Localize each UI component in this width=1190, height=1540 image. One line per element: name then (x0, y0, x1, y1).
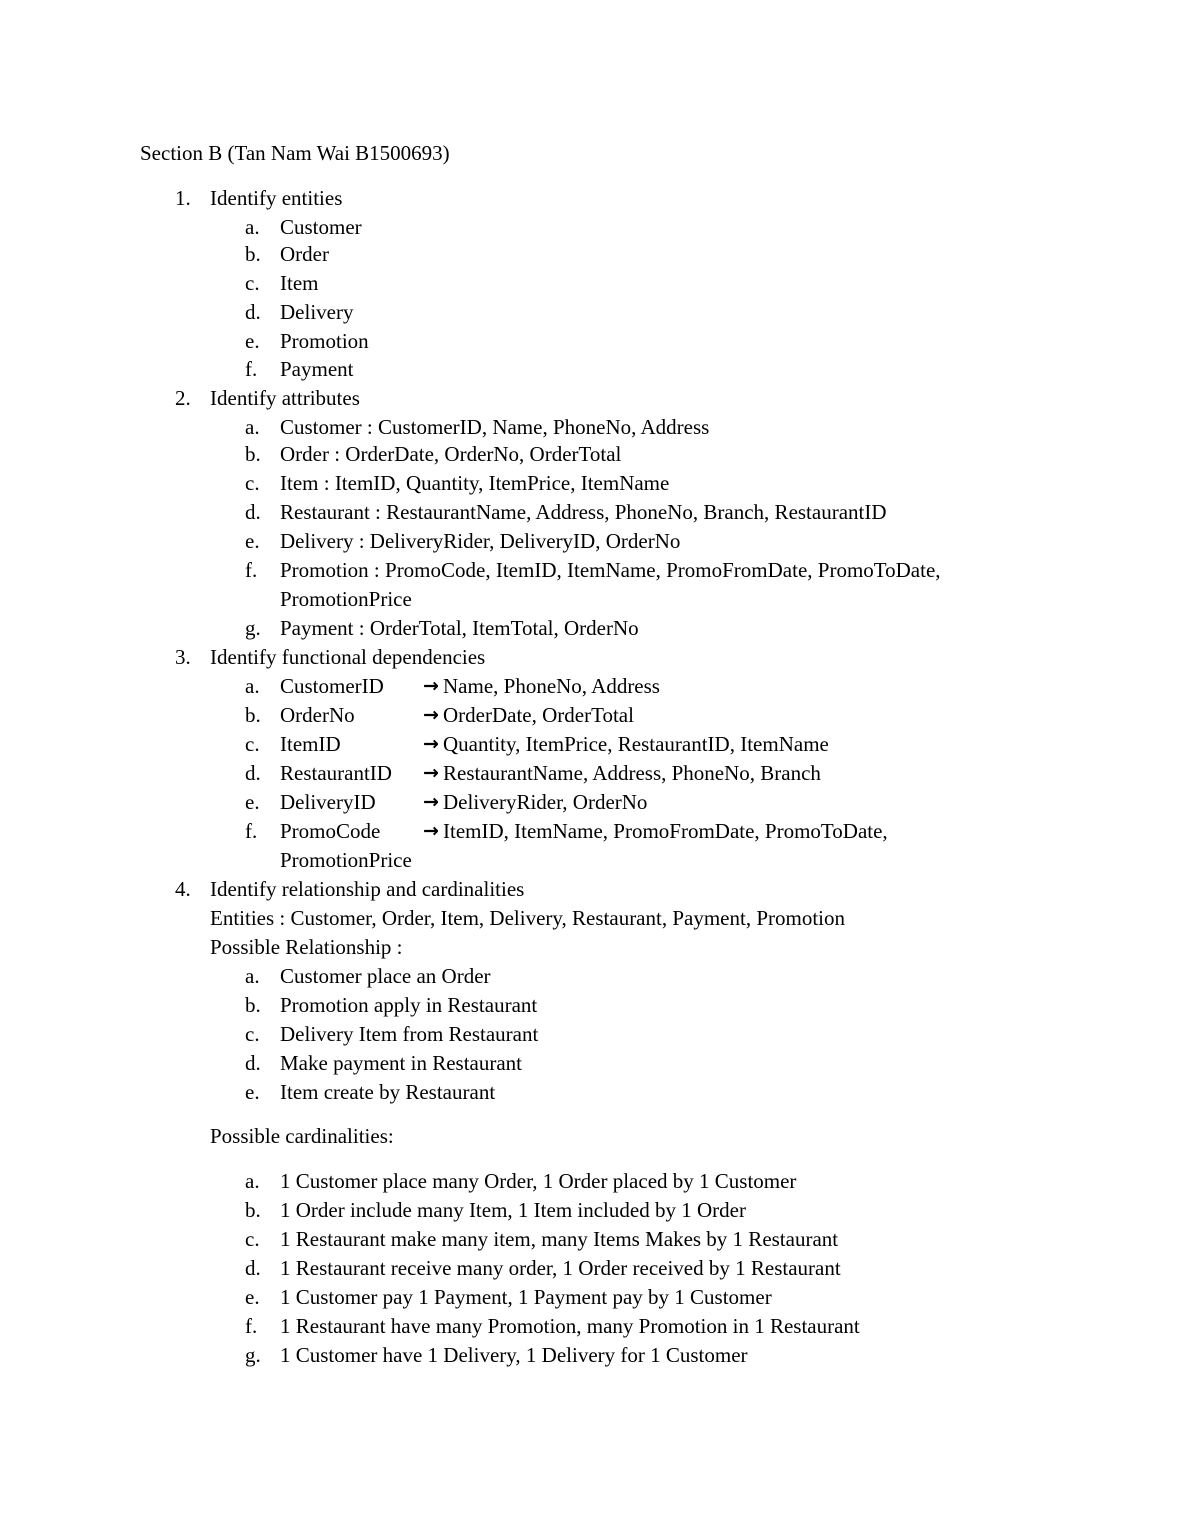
right-arrow-icon: → (423, 675, 439, 697)
dependency-key: DeliveryID (280, 790, 376, 814)
list-item-label: b. (245, 242, 261, 266)
list-title: Identify relationship and cardinalities (210, 877, 525, 901)
list-item-text: 1 Order include many Item, 1 Item included by 1 Order (280, 1198, 746, 1222)
list-item-text: Customer (280, 215, 362, 239)
list-item-text: Payment : OrderTotal, ItemTotal, OrderNo (280, 616, 639, 640)
list-item-text: Item : ItemID, Quantity, ItemPrice, ItemName (280, 471, 670, 495)
list-item-label: e. (245, 1285, 260, 1309)
dependency-key: RestaurantID (280, 761, 392, 785)
list-title: Identify attributes (210, 386, 360, 410)
list-item-label: b. (245, 703, 261, 727)
list-item-text: 1 Customer place many Order, 1 Order placed by 1 Customer (280, 1169, 797, 1193)
list-number: 3. (175, 645, 191, 669)
list-item-label: a. (245, 215, 260, 239)
list-number: 1. (175, 186, 191, 210)
list-item-label: c. (245, 471, 260, 495)
dependency-values: DeliveryRider, OrderNo (443, 790, 648, 814)
dependency-values: Name, PhoneNo, Address (443, 674, 660, 698)
entities-line: Entities : Customer, Order, Item, Delivery, Restaurant, Payment, Promotion (210, 906, 846, 930)
list-number: 4. (175, 877, 191, 901)
list-item-text: 1 Restaurant receive many order, 1 Order received by 1 Restaurant (280, 1256, 841, 1280)
list-item-text: Delivery : DeliveryRider, DeliveryID, OrderNo (280, 529, 681, 553)
list-item-text: Promotion apply in Restaurant (280, 993, 538, 1017)
list-item-label: a. (245, 674, 260, 698)
dependency-key: PromoCode (280, 819, 381, 843)
list-item-label: a. (245, 1169, 260, 1193)
list-item-label: c. (245, 732, 260, 756)
list-item-label: f. (245, 1314, 258, 1338)
right-arrow-icon: → (423, 733, 439, 755)
list-item-label: g. (245, 616, 261, 640)
list-item-text: Item (280, 271, 319, 295)
list-item-text: Item create by Restaurant (280, 1080, 496, 1104)
right-arrow-icon: → (423, 704, 439, 726)
list-item-label: b. (245, 442, 261, 466)
dependency-key: ItemID (280, 732, 341, 756)
right-arrow-icon: → (423, 820, 439, 842)
list-item-label: d. (245, 500, 261, 524)
list-item-text: Delivery (280, 300, 354, 324)
list-item-label: d. (245, 1256, 261, 1280)
list-item-text: Delivery Item from Restaurant (280, 1022, 539, 1046)
dependency-values: ItemID, ItemName, PromoFromDate, PromoToDate, (443, 819, 888, 843)
list-item-label: f. (245, 819, 258, 843)
relationship-heading: Possible Relationship : (210, 935, 403, 959)
list-item-label: e. (245, 790, 260, 814)
list-item-label: d. (245, 300, 261, 324)
list-item-label: c. (245, 1022, 260, 1046)
list-item-label: b. (245, 1198, 261, 1222)
list-item-label: e. (245, 529, 260, 553)
cardinality-heading: Possible cardinalities: (210, 1124, 394, 1148)
list-item-text: 1 Customer pay 1 Payment, 1 Payment pay by 1 Customer (280, 1285, 772, 1309)
list-item-text: Payment (280, 357, 354, 381)
list-item-label: e. (245, 1080, 260, 1104)
list-item-label: g. (245, 1343, 261, 1367)
list-item-text: 1 Restaurant have many Promotion, many Promotion in 1 Restaurant (280, 1314, 860, 1338)
list-item-text: Make payment in Restaurant (280, 1051, 523, 1075)
list-item-label: f. (245, 357, 258, 381)
list-item-text: Promotion (280, 329, 369, 353)
dependency-key: OrderNo (280, 703, 355, 727)
right-arrow-icon: → (423, 762, 439, 784)
list-item-label: d. (245, 1051, 261, 1075)
list-item-label: d. (245, 761, 261, 785)
list-title: Identify entities (210, 186, 343, 210)
list-title: Identify functional dependencies (210, 645, 486, 669)
list-item-text: Restaurant : RestaurantName, Address, PhoneNo, Branch, RestaurantID (280, 500, 887, 524)
dependency-values: OrderDate, OrderTotal (443, 703, 634, 727)
list-item-text: 1 Restaurant make many item, many Items Makes by 1 Restaurant (280, 1227, 839, 1251)
list-item-text: 1 Customer have 1 Delivery, 1 Delivery for 1 Customer (280, 1343, 748, 1367)
list-number: 2. (175, 386, 191, 410)
dependency-values: RestaurantName, Address, PhoneNo, Branch (443, 761, 821, 785)
list-item-continuation: PromotionPrice (280, 848, 412, 872)
list-item-text: Order (280, 242, 329, 266)
dependency-values: Quantity, ItemPrice, RestaurantID, ItemName (443, 732, 829, 756)
list-item-text: Customer : CustomerID, Name, PhoneNo, Address (280, 415, 710, 439)
list-item-label: a. (245, 964, 260, 988)
section-heading: Section B (Tan Nam Wai B1500693) (140, 141, 450, 165)
list-item-text: Promotion : PromoCode, ItemID, ItemName, PromoFromDate, PromoToDate, (280, 558, 941, 582)
list-item-continuation: PromotionPrice (280, 587, 412, 611)
list-item-label: f. (245, 558, 258, 582)
list-item-label: b. (245, 993, 261, 1017)
list-item-text: Customer place an Order (280, 964, 491, 988)
right-arrow-icon: → (423, 791, 439, 813)
list-item-label: c. (245, 271, 260, 295)
list-item-text: Order : OrderDate, OrderNo, OrderTotal (280, 442, 622, 466)
list-item-label: a. (245, 415, 260, 439)
dependency-key: CustomerID (280, 674, 384, 698)
list-item-label: c. (245, 1227, 260, 1251)
list-item-label: e. (245, 329, 260, 353)
